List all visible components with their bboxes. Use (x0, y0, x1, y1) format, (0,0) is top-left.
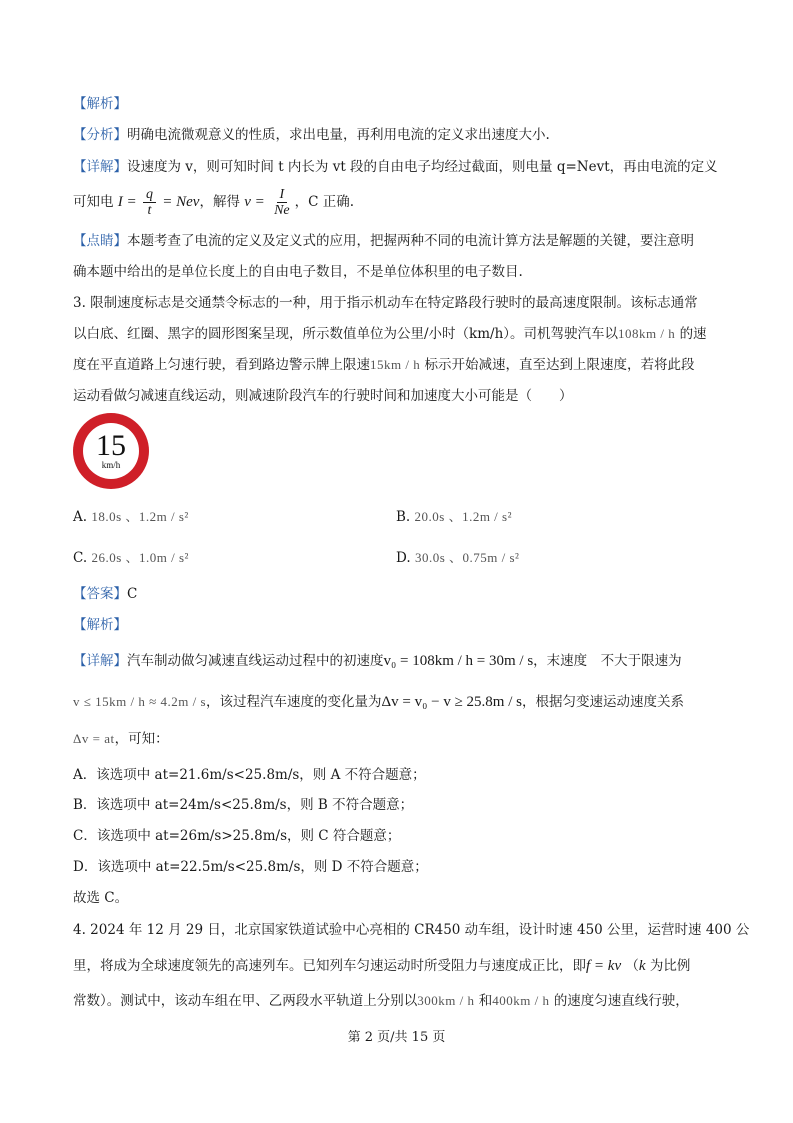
q4-speed-1: 300km / h (417, 993, 475, 1008)
q3-stem-line2 (73, 324, 707, 344)
answer-value: C (127, 586, 138, 602)
q3-formula-final-speed: v ≤ 15km / h ≈ 4.2m / s (73, 694, 207, 709)
q3-detail-c: ，该过程汽车速度的变化量为 (206, 694, 382, 710)
q3-detail-e: ，可知： (114, 731, 169, 747)
option-b (396, 507, 512, 527)
formula1-denominator: t (147, 203, 152, 218)
q3-detail-a: 汽车制动做匀减速直线运动过程中的初速度 (127, 653, 384, 669)
page-footer: 第 2 页/共 15 页 (347, 1030, 446, 1045)
q3-detail-line1 (73, 651, 682, 671)
q4-stem2-c: 为比例 (649, 958, 691, 974)
q3-stem3-b: 标示开始减速，直至达到上限速度，若将此段 (424, 357, 695, 373)
q3-detail-d: ，根据匀变速运动速度关系 (521, 694, 684, 710)
option-d-value: 30.0s 、0.75m / s² (414, 550, 520, 565)
analysis-text: 明确电流微观意义的性质，求出电量，再利用电流的定义求出速度大小. (127, 127, 550, 143)
q3-item-d: D．该选项中 at=22.5m/s<25.8m/s，则 D 不符合题意； (73, 859, 428, 875)
option-a-label: A. (73, 509, 88, 525)
q3-formula-delta-v: Δv = v₀ − v ≥ 25.8m / s (381, 694, 522, 710)
detail-tag: 【详解】 (73, 159, 127, 175)
q3-detail-line2 (73, 692, 684, 712)
formula2-lhs: v = (244, 194, 265, 210)
q4-stem2-a: 里，将成为全球速度领先的高速列车。已知列车匀速运动时所受阻力与速度成正比，即 (73, 958, 586, 974)
q3-detail-line3 (73, 729, 169, 749)
formula2-numerator: I (277, 187, 288, 203)
option-c-value: 26.0s 、1.0m / s² (91, 550, 189, 565)
formula1-numerator: q (143, 187, 156, 203)
q3-stem2-text: 以白底、红圈、黑字的圆形图案呈现，所示数值单位为公里/小时（km/h）。司机驾驶汽车以 (73, 326, 619, 342)
option-a-value: 18.0s 、1.2m / s² (91, 509, 189, 524)
q4-stem-line3 (73, 991, 689, 1011)
q2-analysis-heading: 【解析】 (73, 96, 127, 112)
q3-initial-speed: 108km / h (618, 326, 676, 341)
formula-intro: 可知电 (73, 194, 114, 210)
detail-text: 设速度为 v，则可知时间 t 内长为 vt 段的自由电子均经过截面，则电量 q=Nevt，再由电流的定义 (127, 159, 718, 175)
formula2-denominator: Ne (274, 203, 290, 218)
speed-limit-number: 15 (96, 429, 126, 462)
q3-formula-relation: Δv = at (73, 731, 115, 746)
option-a (73, 507, 189, 527)
option-b-value: 20.0s 、1.2m / s² (414, 509, 513, 524)
q4-stem3-b: 和 (478, 993, 493, 1009)
q2-key-point-line2: 确本题中给出的是单位长度上的自由电子数目，不是单位体积里的电子数目. (73, 264, 523, 280)
q3-item-c: C．该选项中 at=26m/s>25.8m/s，则 C 符合题意； (73, 828, 401, 844)
q2-analysis-paragraph (73, 125, 550, 145)
q4-stem3-c: 的速度匀速直线行驶， (553, 993, 689, 1009)
q3-stem3-a: 度在平直道路上匀速行驶，看到路边警示牌上限速 (73, 357, 370, 373)
q3-stem-line1: 3. 限制速度标志是交通禁令标志的一种，用于指示机动车在特定路段行驶时的最高速度限制。该标志通常 (73, 295, 698, 311)
q3-detail-b: ，末速度 不大于限速为 (533, 653, 682, 669)
formula-end: ，C 正确. (294, 194, 355, 210)
q4-k: k (638, 958, 646, 974)
formula1-rhs: = Nev (162, 194, 200, 210)
formula1-lhs: I = (117, 194, 137, 210)
q3-analysis-heading: 【解析】 (73, 617, 127, 633)
speed-limit-sign (73, 413, 149, 489)
q3-conclusion: 故选 C。 (73, 890, 129, 906)
formula1-fraction (143, 187, 156, 218)
q4-stem3-a: 常数）。测试中，该动车组在甲、乙两段水平轨道上分别以 (73, 993, 418, 1009)
q4-stem2-b: （ (625, 958, 639, 974)
q3-item-b: B．该选项中 at=24m/s<25.8m/s，则 B 不符合题意； (73, 797, 414, 813)
option-c-label: C. (73, 550, 88, 566)
q3-item-a: A．该选项中 at=21.6m/s<25.8m/s，则 A 不符合题意； (73, 767, 426, 783)
key-point-tag: 【点睛】 (73, 233, 127, 249)
speed-limit-unit: km/h (101, 460, 121, 470)
answer-tag: 【答案】 (73, 586, 127, 602)
option-d-label: D. (396, 550, 411, 566)
q3-formula-initial-speed: v₀ = 108km / h = 30m / s (383, 653, 534, 669)
q4-formula-drag: f = kv (586, 958, 622, 974)
q2-formula-line (73, 185, 354, 219)
q2-key-point-line1 (73, 231, 694, 251)
q3-answer (73, 584, 137, 604)
q3-limit-speed: 15km / h (370, 357, 421, 372)
q3-stem-line3 (73, 355, 695, 375)
formula-middle: ，解得 (199, 194, 240, 210)
analysis-tag: 【分析】 (73, 127, 127, 143)
formula2-fraction (271, 187, 293, 218)
q3-stem2-end: 的速 (679, 326, 707, 342)
q4-stem-line2 (73, 956, 690, 976)
speed-limit-sign-face (83, 423, 139, 479)
q2-detail-paragraph (73, 157, 718, 177)
option-d (396, 548, 519, 568)
q3-detail-tag: 【详解】 (73, 653, 127, 669)
q3-stem-line4: 运动看做匀减速直线运动，则减速阶段汽车的行驶时间和加速度大小可能是（ ） (73, 388, 573, 404)
key-point-text1: 本题考查了电流的定义及定义式的应用，把握两种不同的电流计算方法是解题的关键，要注意明 (127, 233, 694, 249)
option-c (73, 548, 189, 568)
q4-stem-line1: 4. 2024 年 12 月 29 日，北京国家铁道试验中心亮相的 CR450 动车组，设计时速 450 公里，运营时速 400 公 (73, 922, 750, 938)
q4-speed-2: 400km / h (492, 993, 550, 1008)
option-b-label: B. (396, 509, 411, 525)
